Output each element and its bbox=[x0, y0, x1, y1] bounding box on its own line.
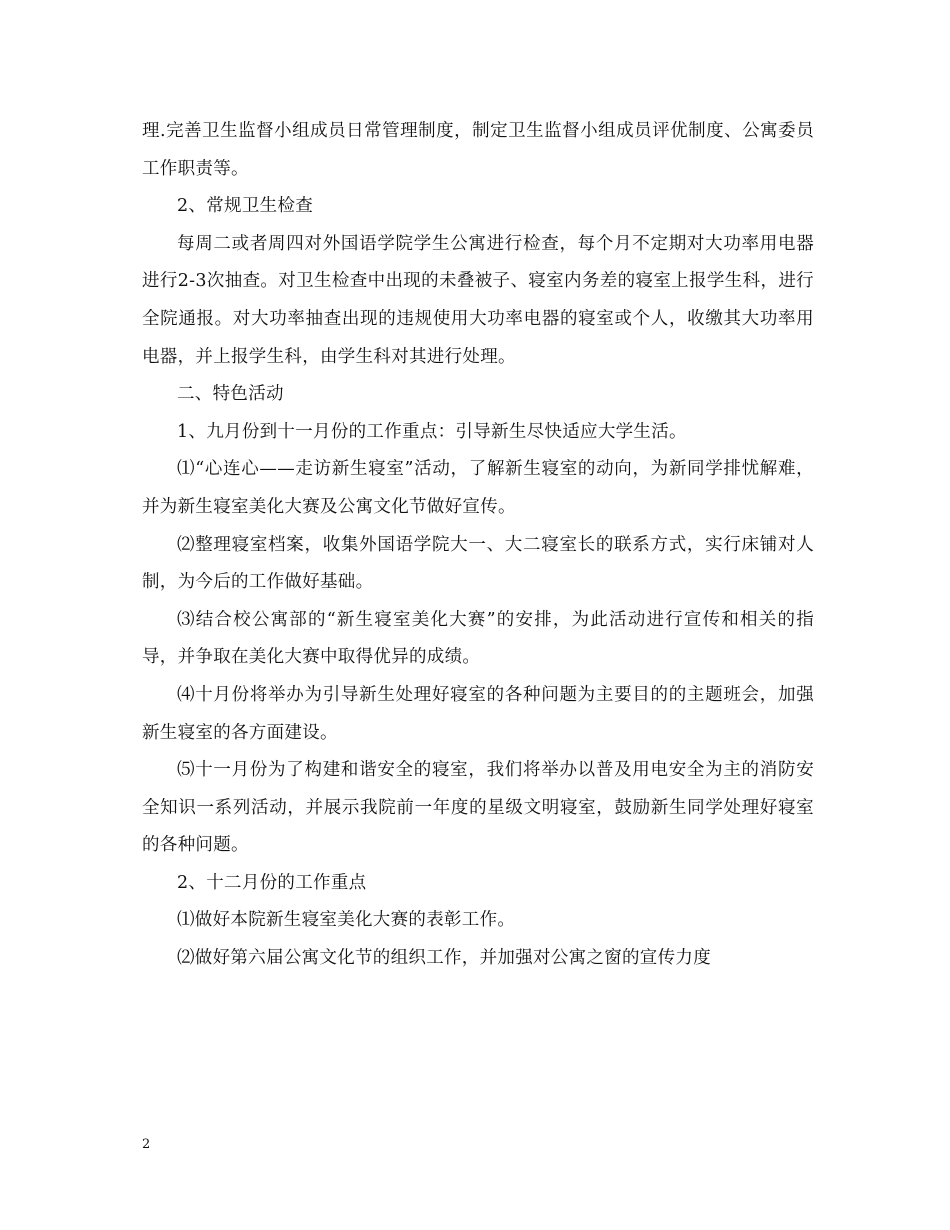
heading-dec-focus: 2、十二月份的工作重点 bbox=[177, 872, 367, 893]
paragraph-inspection-details: 每周二或者周四对外国语学院学生公寓进行检查，每个月不定期对大功率用电器进行2-3次抽查。对卫生检查中出现的未叠被子、寝室内务差的寝室上报学生科，进行全院通报。对大功率抽查出现的违规使用大功率电器的寝室或个人，收缴其大功率用电器，并上报学生科，由学生科对其进行处理。 bbox=[142, 233, 814, 367]
document-body bbox=[142, 113, 814, 978]
list-item-5: ⑸十一月份为了构建和谐安全的寝室，我们将举办以普及用电安全为主的消防安全知识一系列活动，并展示我院前一年度的星级文明寝室，鼓励新生同学处理好寝室的各种问题。 bbox=[142, 760, 814, 856]
dec-list-item-2: ⑵做好第六届公寓文化节的组织工作，并加强对公寓之窗的宣传力度 bbox=[177, 948, 711, 969]
list-item-1: ⑴“心连心——走访新生寝室”活动，了解新生寝室的动向，为新同学排忧解难，并为新生寝室美化大赛及公寓文化节做好宣传。 bbox=[142, 459, 814, 517]
paragraph-1: 理.完善卫生监督小组成员日常管理制度，制定卫生监督小组成员评优制度、公寓委员工作职责等。 bbox=[142, 121, 814, 179]
dec-list-item-1: ⑴做好本院新生寝室美化大赛的表彰工作。 bbox=[177, 910, 516, 931]
list-item-4: ⑷十月份将举办为引导新生处理好寝室的各种问题为主要目的的主题班会，加强新生寝室的各方面建设。 bbox=[142, 684, 814, 743]
heading-special-activities: 二、特色活动 bbox=[177, 384, 284, 405]
heading-routine-inspection: 2、常规卫生检查 bbox=[177, 196, 314, 217]
list-item-3: ⑶结合校公寓部的“新生寝室美化大赛”的安排，为此活动进行宣传和相关的指导，并争取在美化大赛中取得优异的成绩。 bbox=[142, 609, 814, 668]
heading-sep-nov-focus: 1、九月份到十一月份的工作重点：引导新生尽快适应大学生活。 bbox=[177, 421, 687, 442]
list-item-2: ⑵整理寝室档案，收集外国语学院大一、大二寝室长的联系方式，实行床铺对人制，为今后的工作做好基础。 bbox=[142, 534, 814, 593]
page-number: 2 bbox=[142, 1137, 151, 1152]
